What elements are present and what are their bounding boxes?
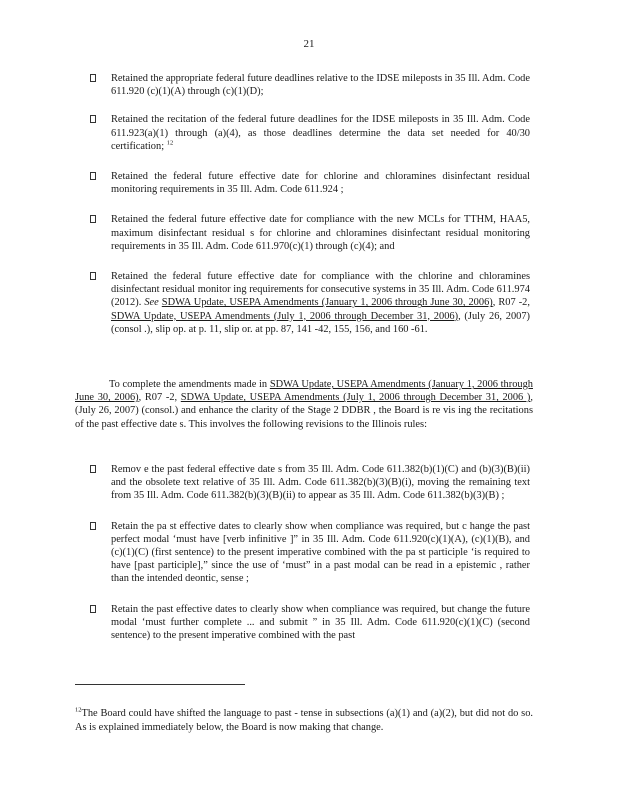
bullet-text: Retain the pa st effective dates to clearly show when compliance was required, but c hange the past perfect modal ‘must have [verb infinitive ]” in 35 Ill. Adm. Code 611.920(c)(1)(A), (c)(1)(B), and (c)(1)(C) (first sentence) to the present imperative combined with the pa st participle ‘is required to have [past participle],” since the use of ‘must” in a past modal can be read in a epistemic , rather than the intended deontic, sense ;: [111, 520, 530, 585]
bullet-item: [90, 520, 530, 586]
footnote-separator: [75, 684, 245, 685]
docket-number: , R07 -2,: [492, 297, 530, 309]
checkbox-bullet-icon: [90, 522, 96, 530]
case-citation: SDWA Update, USEPA Amendments (January 1, 2006 through June 30, 2006): [161, 297, 493, 309]
checkbox-bullet-icon: [90, 74, 96, 82]
checkbox-bullet-icon: [90, 215, 96, 223]
checkbox-bullet-icon: [90, 172, 96, 180]
bullet-text: Retained the federal future effective date for compliance with the new MCLs for TTHM, HAA5, maximum disinfectant residual s for chlorine and chloramines disinfectant residual monitoring requirements in 35 Ill. Adm. Code 611.970(c)(1) through (c)(4); and: [111, 214, 530, 252]
checkbox-bullet-icon: [90, 115, 96, 123]
checkbox-bullet-icon: [90, 605, 96, 613]
footnote: [75, 707, 533, 733]
bullet-text: Retained the federal future effective date for chlorine and chloramines disinfectant residual monitoring requirements in 35 Ill. Adm. Code 611.924 ;: [111, 171, 530, 196]
page-number: 21: [303, 38, 315, 50]
bullet-item: [90, 463, 530, 503]
bullet-item: [90, 603, 530, 643]
body-paragraph: To complete the amendments made in SDWA Update, USEPA Amendments (January 1, 2006 through June 30, 2006), R07 -2, SDWA Update, USEPA Amendments (July 1, 2006 through December 31, 2006 ), (July 26, 2007) (consol.) and enhance the clarity of the Stage 2 DDBR , the Board is re vis ing the recitations of the past effective date s. This involves the following revisions to the Illinois rules:: [75, 379, 533, 430]
bullet-item: [90, 72, 530, 98]
bullet-text: Retain the past effective dates to clearly show when compliance was required, but change the future modal ‘must further complete ... and submit ” in 35 Ill. Adm. Code 611.920(c)(1)(C) (second sentence) to the present imperative combined with the past: [111, 603, 530, 642]
bullet-text: Retained the recitation of the federal future deadlines for the IDSE mileposts in 35 Ill. Adm. Code 611.923(a)(1) through (a)(4), as those deadlines determine the data set needed for 40/30 certification;: [111, 114, 530, 152]
checkbox-bullet-icon: [90, 465, 96, 473]
bullet-item: [90, 113, 530, 153]
bullet-item: [90, 170, 530, 196]
footnote-text: The Board could have shifted the language to past - tense in subsections (a)(1) and (a)(2), but did not do so. As is explained immediately below, the Board is now making that change.: [75, 708, 533, 733]
case-citation: SDWA Update, USEPA Amendments (July 1, 2006 through December 31, 2006): [111, 310, 459, 322]
checkbox-bullet-icon: [90, 272, 96, 280]
case-citation: SDWA Update, USEPA Amendments (January 1, 2006 through June 30, 2006): [75, 379, 533, 404]
docket-number: , R07 -2,: [138, 392, 178, 404]
bullet-text: Retained the appropriate federal future deadlines relative to the IDSE mileposts in 35 Ill. Adm. Code 611.920 (c)(1)(A) through (c)(1)(D);: [111, 73, 530, 98]
bullet-item: [90, 213, 530, 253]
bullet-item: [90, 270, 530, 336]
bullet-list-retained: [90, 72, 530, 336]
footnote-number: 12: [75, 706, 82, 714]
bullet-text: Retained the federal future effective date for compliance with the chlorine and chloramines disinfectant residual monitor ing requirements for consecutive systems in 35 Ill. Adm. Code 611.974 (2012).: [111, 271, 530, 309]
see-signal: See: [144, 297, 159, 309]
bullet-list-revisions: [90, 463, 530, 642]
footnote-reference: 12: [166, 139, 174, 147]
bullet-text: Remov e the past federal effective date s from 35 Ill. Adm. Code 611.382(b)(1)(C) and (b)(3)(B)(ii) and the obsolete text relative of 35 Ill. Adm. Code 611.382(b)(3)(B)(i), moving the remaining text from 35 Ill. Adm. Code 611.382(b)(3)(B)(ii) to appear as 35 Ill. Adm. Code 611.382(b)(3)(B) ;: [111, 464, 530, 502]
case-citation: SDWA Update, USEPA Amendments (July 1, 2006 through December 31, 2006 ): [180, 392, 531, 404]
citation-detail: , (July 26, 2007) (consol .), slip op. at p. 11, slip or. at pp. 87, 141 -42, 155, 156, and 160 -61.: [111, 310, 531, 335]
